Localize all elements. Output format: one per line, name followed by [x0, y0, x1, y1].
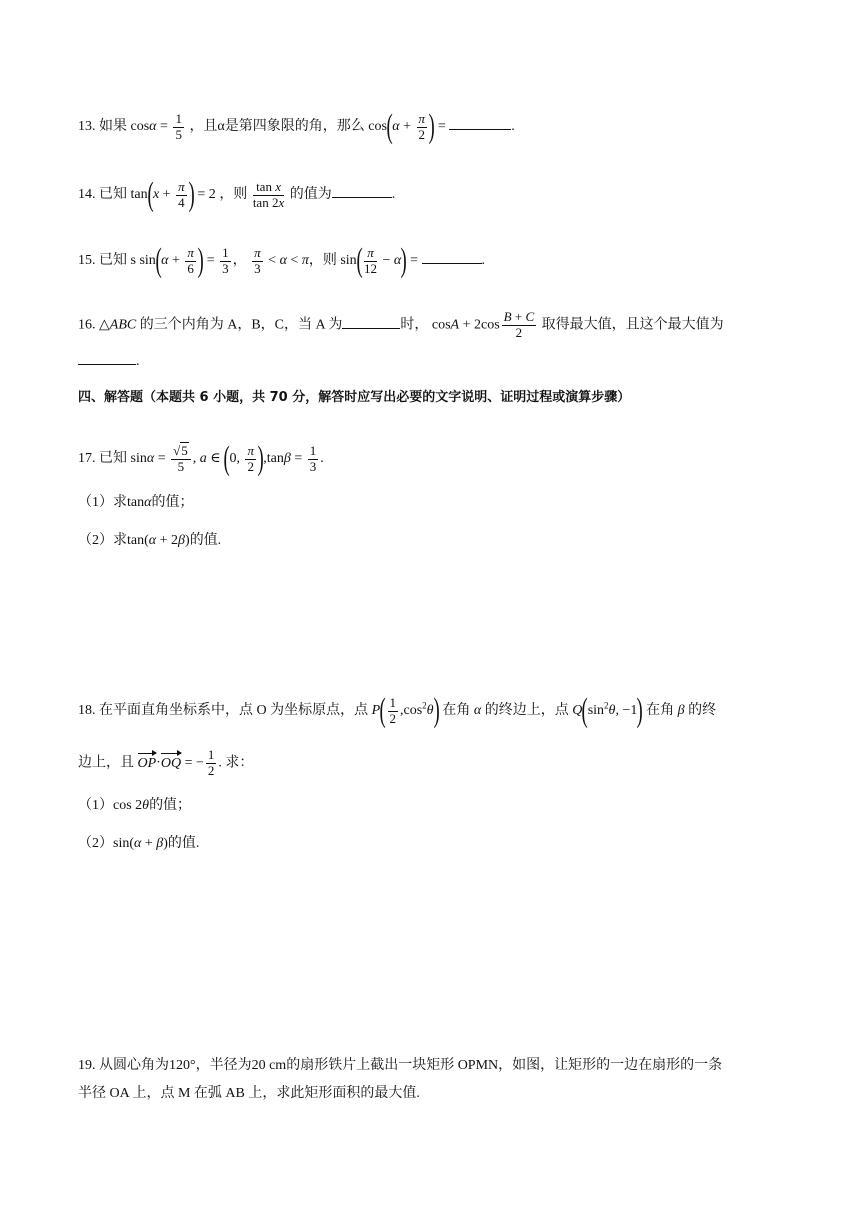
q16-text-1: 的三个内角为 A，B，C，当 A 为: [139, 317, 343, 333]
q15-number: 15.: [78, 253, 96, 269]
answer-blank-13[interactable]: [449, 117, 511, 130]
q13-text-2: ，且α是第四象限的角，那么: [189, 119, 365, 135]
question-16-line-2: .: [78, 352, 140, 369]
section-4-title: 四、解答题（本题共 6 小题，共 70 分，解答时应写出必要的文字说明、证明过程或演算步骤）: [78, 390, 631, 405]
q16-number: 16.: [78, 317, 96, 333]
q14-number: 14.: [78, 187, 96, 203]
q18-number: 18.: [78, 703, 96, 719]
question-17-part-1: （1）求tanα的值；: [78, 495, 194, 510]
answer-blank-15[interactable]: [422, 251, 482, 264]
question-15: 15. 已知 s sin(α + $\frac{\pi}{6}$ ) = $\frac{1}{3}$ ， $\frac{\pi}{3}$ < α < π，则 sin( $\frac{\pi}{12}$ − α) = .: [78, 242, 486, 279]
q13-text-1: 如果: [99, 119, 127, 135]
question-19-line-2: 半径 OA 上，点 M 在弧 AB 上，求此矩形面积的最大值.: [78, 1086, 420, 1101]
question-18-part-1: （1）cos 2θ的值；: [78, 798, 192, 813]
q17-number: 17.: [78, 451, 96, 467]
answer-blank-16b[interactable]: [78, 352, 136, 365]
question-18-line-2: 边上，且 OP·OQ = − $\frac{1}{2}$ . 求：: [78, 747, 254, 778]
q13-number: 13.: [78, 119, 96, 135]
answer-blank-16a[interactable]: [342, 316, 400, 329]
question-17: 17. 已知 sinα = $\frac{√5}{5}$ , a ∈ (0, $\frac{\pi}{2}$ ),tanβ = $\frac{1}{3}$ .: [78, 440, 324, 477]
q14-text-3: 的值为: [289, 187, 332, 203]
q15-text-1: 已知: [99, 253, 127, 269]
question-16: 16. △ABC 的三个内角为 A，B，C，当 A 为 时， cosA + 2cos $\frac{B + C}{2}$ 取得最大值，且这个最大值为: [78, 309, 724, 340]
answer-blank-14[interactable]: [332, 185, 392, 198]
question-18-part-2: （2）sin(α + β)的值.: [78, 836, 200, 851]
question-19-line-1: 19. 从圆心角为120°，半径为20 cm的扇形铁片上截出一块矩形 OPMN，如图，让矩形的一边在扇形的一条: [78, 1058, 723, 1073]
q14-text-1: 已知: [99, 187, 127, 203]
question-18: 18. 在平面直角坐标系中，点 O 为坐标原点，点 P( $\frac{1}{2}$ $,\cos^2\theta$) 在角 α 的终边上，点 $Q(\sin^2\theta$, −1) 在角 β 的终: [78, 692, 717, 729]
q14-text-2: ，则: [219, 187, 248, 203]
q16-text-3: 取得最大值，且这个最大值为: [541, 317, 724, 333]
question-17-part-2: （2）求tan(α + 2β)的值.: [78, 533, 222, 548]
question-14: 14. 已知 tan(x + $\frac{\pi}{4}$ ) = 2 ，则 $\frac{\text{tan x}}{\tan 2x}$ 的值为 .: [78, 176, 396, 213]
fraction-tanx-tan2x: $\frac{\text{tan x}}{\tan 2x}$: [252, 178, 285, 210]
question-13: 13. 如果 cosα = $\frac{1}{5}$ ，且α是第四象限的角，那么 cos(α + $\frac{\pi}{2}$ ) = .: [78, 108, 515, 145]
fraction-1-5: $\frac{1}{5}$: [175, 110, 182, 142]
q17-text-1: 已知: [99, 451, 127, 467]
